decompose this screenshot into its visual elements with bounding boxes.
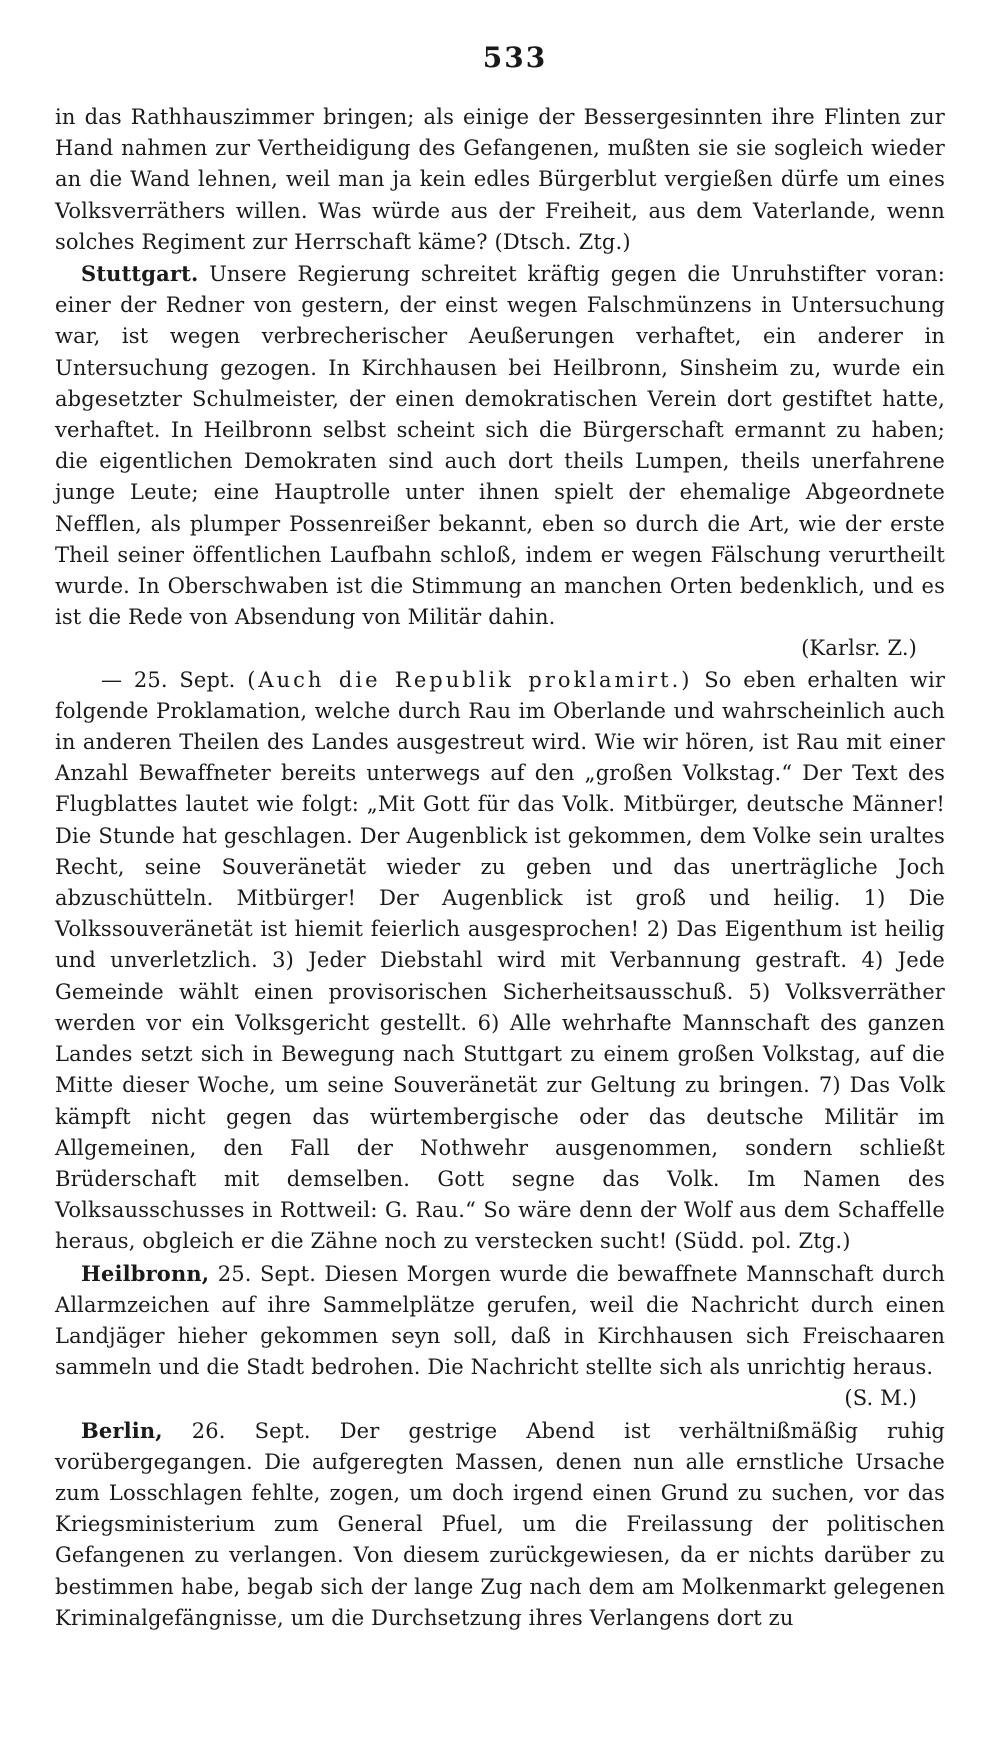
article-text xyxy=(55,102,945,1634)
dateline: 26. Sept. xyxy=(191,1418,311,1443)
place-name: Berlin, xyxy=(81,1417,163,1443)
place-name: Heilbronn, xyxy=(81,1260,210,1286)
paragraph-stuttgart xyxy=(55,258,945,665)
source-citation: (Dtsch. Ztg.) xyxy=(494,229,631,254)
paragraph-text: Diesen Morgen wurde die bewaffnete Mannschaft durch Allarmzeichen auf ihre Sammelplätze gerufen, weil die Nachricht durch einen Landjäger hieher gekommen seyn soll, daß in Kirchhausen sich Freischaaren sammeln und die Stadt bedrohen. Die Nachricht stellte sich als unrichtig heraus. xyxy=(55,1261,946,1380)
paragraph-text: Der gestrige Abend ist verhältnißmäßig ruhig vorübergegangen. Die aufgeregten Massen, denen nun alle ernstliche Ursache zum Losschlagen fehlte, zogen, um doch irgend einen Grund zu suchen, vor das Kriegsministerium zum General Pfuel, um die Freilassung der politischen Gefangenen zu verlangen. Von diesem zurückgewiesen, da er nichts darüber zu bestimmen habe, begab sich der lange Zug nach dem am Molkenmarkt gelegenen Kriminalgefängnisse, um die Durchsetzung ihres Verlangens dort zu xyxy=(55,1418,946,1630)
section-heading: (Auch die Republik proklamirt.) xyxy=(247,667,693,692)
place-name: Stuttgart. xyxy=(81,261,199,287)
page-number: 533 xyxy=(482,41,548,74)
source-citation: (S. M.) xyxy=(844,1386,917,1411)
source-citation: (Südd. pol. Ztg.) xyxy=(674,1229,851,1254)
paragraph-text: Unsere Regierung schreitet kräftig gegen die Unruhstifter voran: einer der Redner von gestern, der einst wegen Falschmünzens in Untersuchung war, ist wegen verbrecherischer Aeußerungen verhaftet, ein anderer in Untersuchung gezogen. In Kirchhausen bei Heilbronn, Sinsheim zu, wurde ein abgesetzter Schulmeister, der einen demokratischen Verein dort gestiftet hatte, verhaftet. In Heilbronn selbst scheint sich die Bürgerschaft ermannt zu haben; die eigentlichen Demokraten sind auch dort theils Lumpen, theils unerfahrene junge Leute; eine Hauptrolle unter ihnen spielt der ehemalige Abgeordnete Nefflen, als plumper Possenreißer bekannt, eben so durch die Art, wie der erste Theil seiner öffentlichen Laufbahn schloß, indem er wegen Fälschung verurtheilt wurde. In Oberschwaben ist die Stimmung an manchen Orten bedenklich, und es ist die Rede von Absendung von Militär dahin. xyxy=(55,262,946,630)
dateline: — 25. Sept. xyxy=(101,667,236,692)
paragraph-heilbronn xyxy=(55,1258,945,1415)
paragraph-text: in das Rathhauszimmer bringen; als einige der Bessergesinnten ihre Flinten zur Hand nahmen zur Vertheidigung des Gefangenen, mußten sie sie sogleich wieder an die Wand lehnen, weil man ja kein edles Bürgerblut vergießen dürfe um eines Volksverräthers willen. Was würde aus der Freiheit, aus dem Vaterlande, wenn solches Regiment zur Herrschaft käme? xyxy=(55,105,945,254)
paragraph-text: So eben erhalten wir folgende Proklamation, welche durch Rau im Oberlande und wahrscheinlich auch in anderen Theilen des Landes ausgestreut wird. Wie wir hören, ist Rau mit einer Anzahl Bewaffneter bereits unterwegs auf den „großen Volkstag.“ Der Text des Flugblattes lautet wie folgt: „Mit Gott für das Volk. Mitbürger, deutsche Männer! Die Stunde hat geschlagen. Der Augenblick ist gekommen, dem Volke sein uraltes Recht, seine Souveränetät wieder zu geben und das unerträgliche Joch abzuschütteln. Mitbürger! Der Augenblick ist groß und heilig. 1) Die Volkssouveränetät ist hiemit feierlich ausgesprochen! 2) Das Eigenthum ist heilig und unverletzlich. 3) Jeder Diebstahl wird mit Verbannung gestraft. 4) Jede Gemeinde wählt einen provisorischen Sicherheitsausschuß. 5) Volksverräther werden vor ein Volksgericht gestellt. 6) Alle wehrhafte Mannschaft des ganzen Landes setzt sich in Bewegung nach Stuttgart zu einem großen Volkstag, auf die Mitte dieser Woche, um seine Souveränetät zur Geltung zu bringen. 7) Das Volk kämpft nicht gegen das würtembergische oder das deutsche Militär im Allgemeinen, den Fall der Nothwehr ausgenommen, sondern schließt Brüderschaft mit demselben. Gott segne das Volk. Im Namen des Volksausschusses in Rottweil: G. Rau.“ So wäre denn der Wolf aus dem Schaffelle heraus, obgleich er die Zähne noch zu verstecken sucht! xyxy=(55,667,946,1254)
source-citation: (Karlsr. Z.) xyxy=(801,636,917,661)
paragraph-proclamation xyxy=(55,665,945,1258)
paragraph-continuation xyxy=(55,102,945,258)
paragraph-berlin xyxy=(55,1415,945,1634)
newspaper-page xyxy=(55,40,945,1730)
dateline: 25. Sept. xyxy=(217,1261,317,1286)
